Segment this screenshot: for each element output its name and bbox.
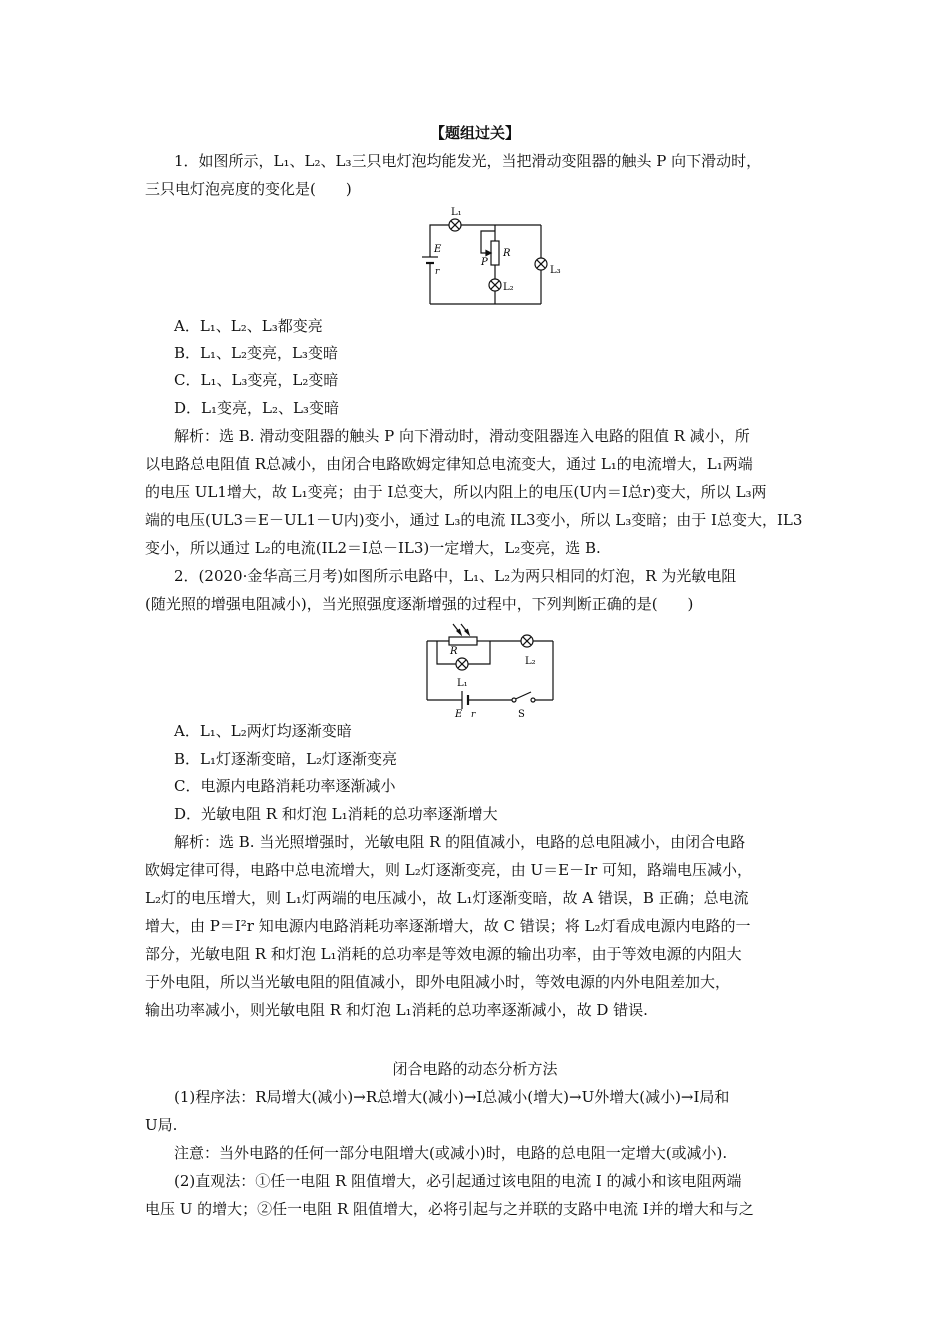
method-line: U局. (145, 1116, 178, 1134)
q1-analysis-line: 变小，所以通过 L₂的电流(IL2＝I总－IL3)一定增大，L₂变亮，选 B. (145, 539, 601, 557)
method-line: 注意：当外电路的任何一部分电阻增大(或减小)时，电路的总电阻一定增大(或减小). (174, 1144, 728, 1162)
q2-label-l2: L₂ (525, 656, 536, 667)
method-line: 电压 U 的增大；②任一电阻 R 阻值增大，必将引起与之并联的支路中电流 I并的增大和与之 (145, 1200, 754, 1218)
section-title: 【题组过关】 (429, 124, 520, 142)
q2-label-r: R (450, 646, 458, 657)
q2-option: D．光敏电阻 R 和灯泡 L₁消耗的总功率逐渐增大 (174, 805, 498, 823)
q1-stem-line: 1．如图所示，L₁、L₂、L₃三只电灯泡均能发光，当把滑动变阻器的触头 P 向下滑动时， (174, 152, 762, 170)
q1-stem-line: 三只电灯泡亮度的变化是( ) (145, 180, 352, 198)
q2-option: A．L₁、L₂两灯均逐渐变暗 (174, 722, 352, 740)
q2-analysis-line: L₂灯的电压增大，则 L₁灯两端的电压减小，故 L₁灯逐渐变暗，故 A 错误，B 正确；总电流 (145, 889, 749, 907)
q2-option: B．L₁灯逐渐变暗，L₂灯逐渐变亮 (174, 750, 397, 768)
q2-label-e: E (455, 709, 463, 720)
q1-label-l3: L₃ (550, 265, 561, 276)
q2-analysis-line: 增大，由 P＝I²r 知电源内电路消耗功率逐渐增大，故 C 错误；将 L₂灯看成电源内电路的一 (145, 917, 751, 935)
q1-label-r: r (435, 267, 440, 277)
method-line: (1)程序法：R局增大(减小)→R总增大(减小)→I总减小(增大)→U外增大(减小)→I局和 (174, 1088, 730, 1106)
q2-stem-line: 2．(2020·金华高三月考)如图所示电路中，L₁、L₂为两只相同的灯泡，R 为光敏电阻 (174, 567, 737, 585)
q1-label-p: P (481, 257, 488, 268)
q2-label-l1: L₁ (457, 678, 468, 689)
q1-label-l1: L₁ (451, 207, 462, 218)
q2-switch-contact (531, 698, 535, 702)
q2-label-s: S (518, 709, 525, 720)
q2-analysis-line: 欧姆定律可得，电路中总电流增大，则 L₂灯逐渐变亮，由 U＝E－Ir 可知，路端电压减小， (145, 861, 752, 879)
q2-label-r-internal: r (471, 710, 476, 720)
q1-option: C．L₁、L₃变亮，L₂变暗 (174, 371, 339, 389)
q1-option: A．L₁、L₂、L₃都变亮 (174, 317, 323, 335)
q1-circuit-diagram (415, 203, 575, 311)
q2-option: C．电源内电路消耗功率逐渐减小 (174, 777, 396, 795)
q2-analysis-line: 部分，光敏电阻 R 和灯泡 L₁消耗的总功率是等效电源的输出功率，由于等效电源的内阻大 (145, 945, 742, 963)
q2-circuit-diagram (415, 620, 565, 720)
q1-analysis-line: 的电压 UL1增大，故 L₁变亮；由于 I总变大，所以内阻上的电压(U内＝I总r)变大，所以 L₃两 (145, 483, 767, 501)
q2-photoresistor-r (449, 637, 477, 645)
q1-option: B．L₁、L₂变亮，L₃变暗 (174, 344, 338, 362)
q2-analysis-line: 输出功率减小，则光敏电阻 R 和灯泡 L₁消耗的总功率逐渐减小，故 D 错误. (145, 1001, 648, 1019)
method-line: (2)直观法：①任一电阻 R 阻值增大，必引起通过该电阻的电流 I 的减小和该电阻两端 (174, 1172, 742, 1190)
q2-switch-s (516, 692, 532, 699)
q2-stem-line: (随光照的增强电阻减小)，当光照强度逐渐增强的过程中，下列判断正确的是( ) (145, 595, 694, 613)
q2-analysis-line: 于外电阻，所以当光敏电阻的阻值减小，即外电阻减小时，等效电源的内外电阻差加大， (145, 973, 731, 991)
q1-analysis-line: 以电路总电阻值 R总减小，由闭合电路欧姆定律知总电流变大，通过 L₁的电流增大，L₁两端 (145, 455, 753, 473)
method-title: 闭合电路的动态分析方法 (392, 1060, 558, 1078)
q1-analysis-line: 解析：选 B. 滑动变阻器的触头 P 向下滑动时，滑动变阻器连入电路的阻值 R 减小，所 (174, 427, 750, 445)
q2-analysis-line: 解析：选 B. 当光照增强时，光敏电阻 R 的阻值减小，电路的总电阻减小，由闭合电路 (174, 833, 746, 851)
q1-label-e: E (434, 244, 442, 255)
q1-option: D．L₁变亮，L₂、L₃变暗 (174, 399, 339, 417)
q1-analysis-line: 端的电压(UL3＝E－UL1－U内)变小，通过 L₃的电流 IL3变小，所以 L₃变暗；由于 I总变大，IL3 (145, 511, 803, 529)
q1-label-l2: L₂ (503, 282, 514, 293)
q1-label-rheostat: R (503, 248, 511, 259)
